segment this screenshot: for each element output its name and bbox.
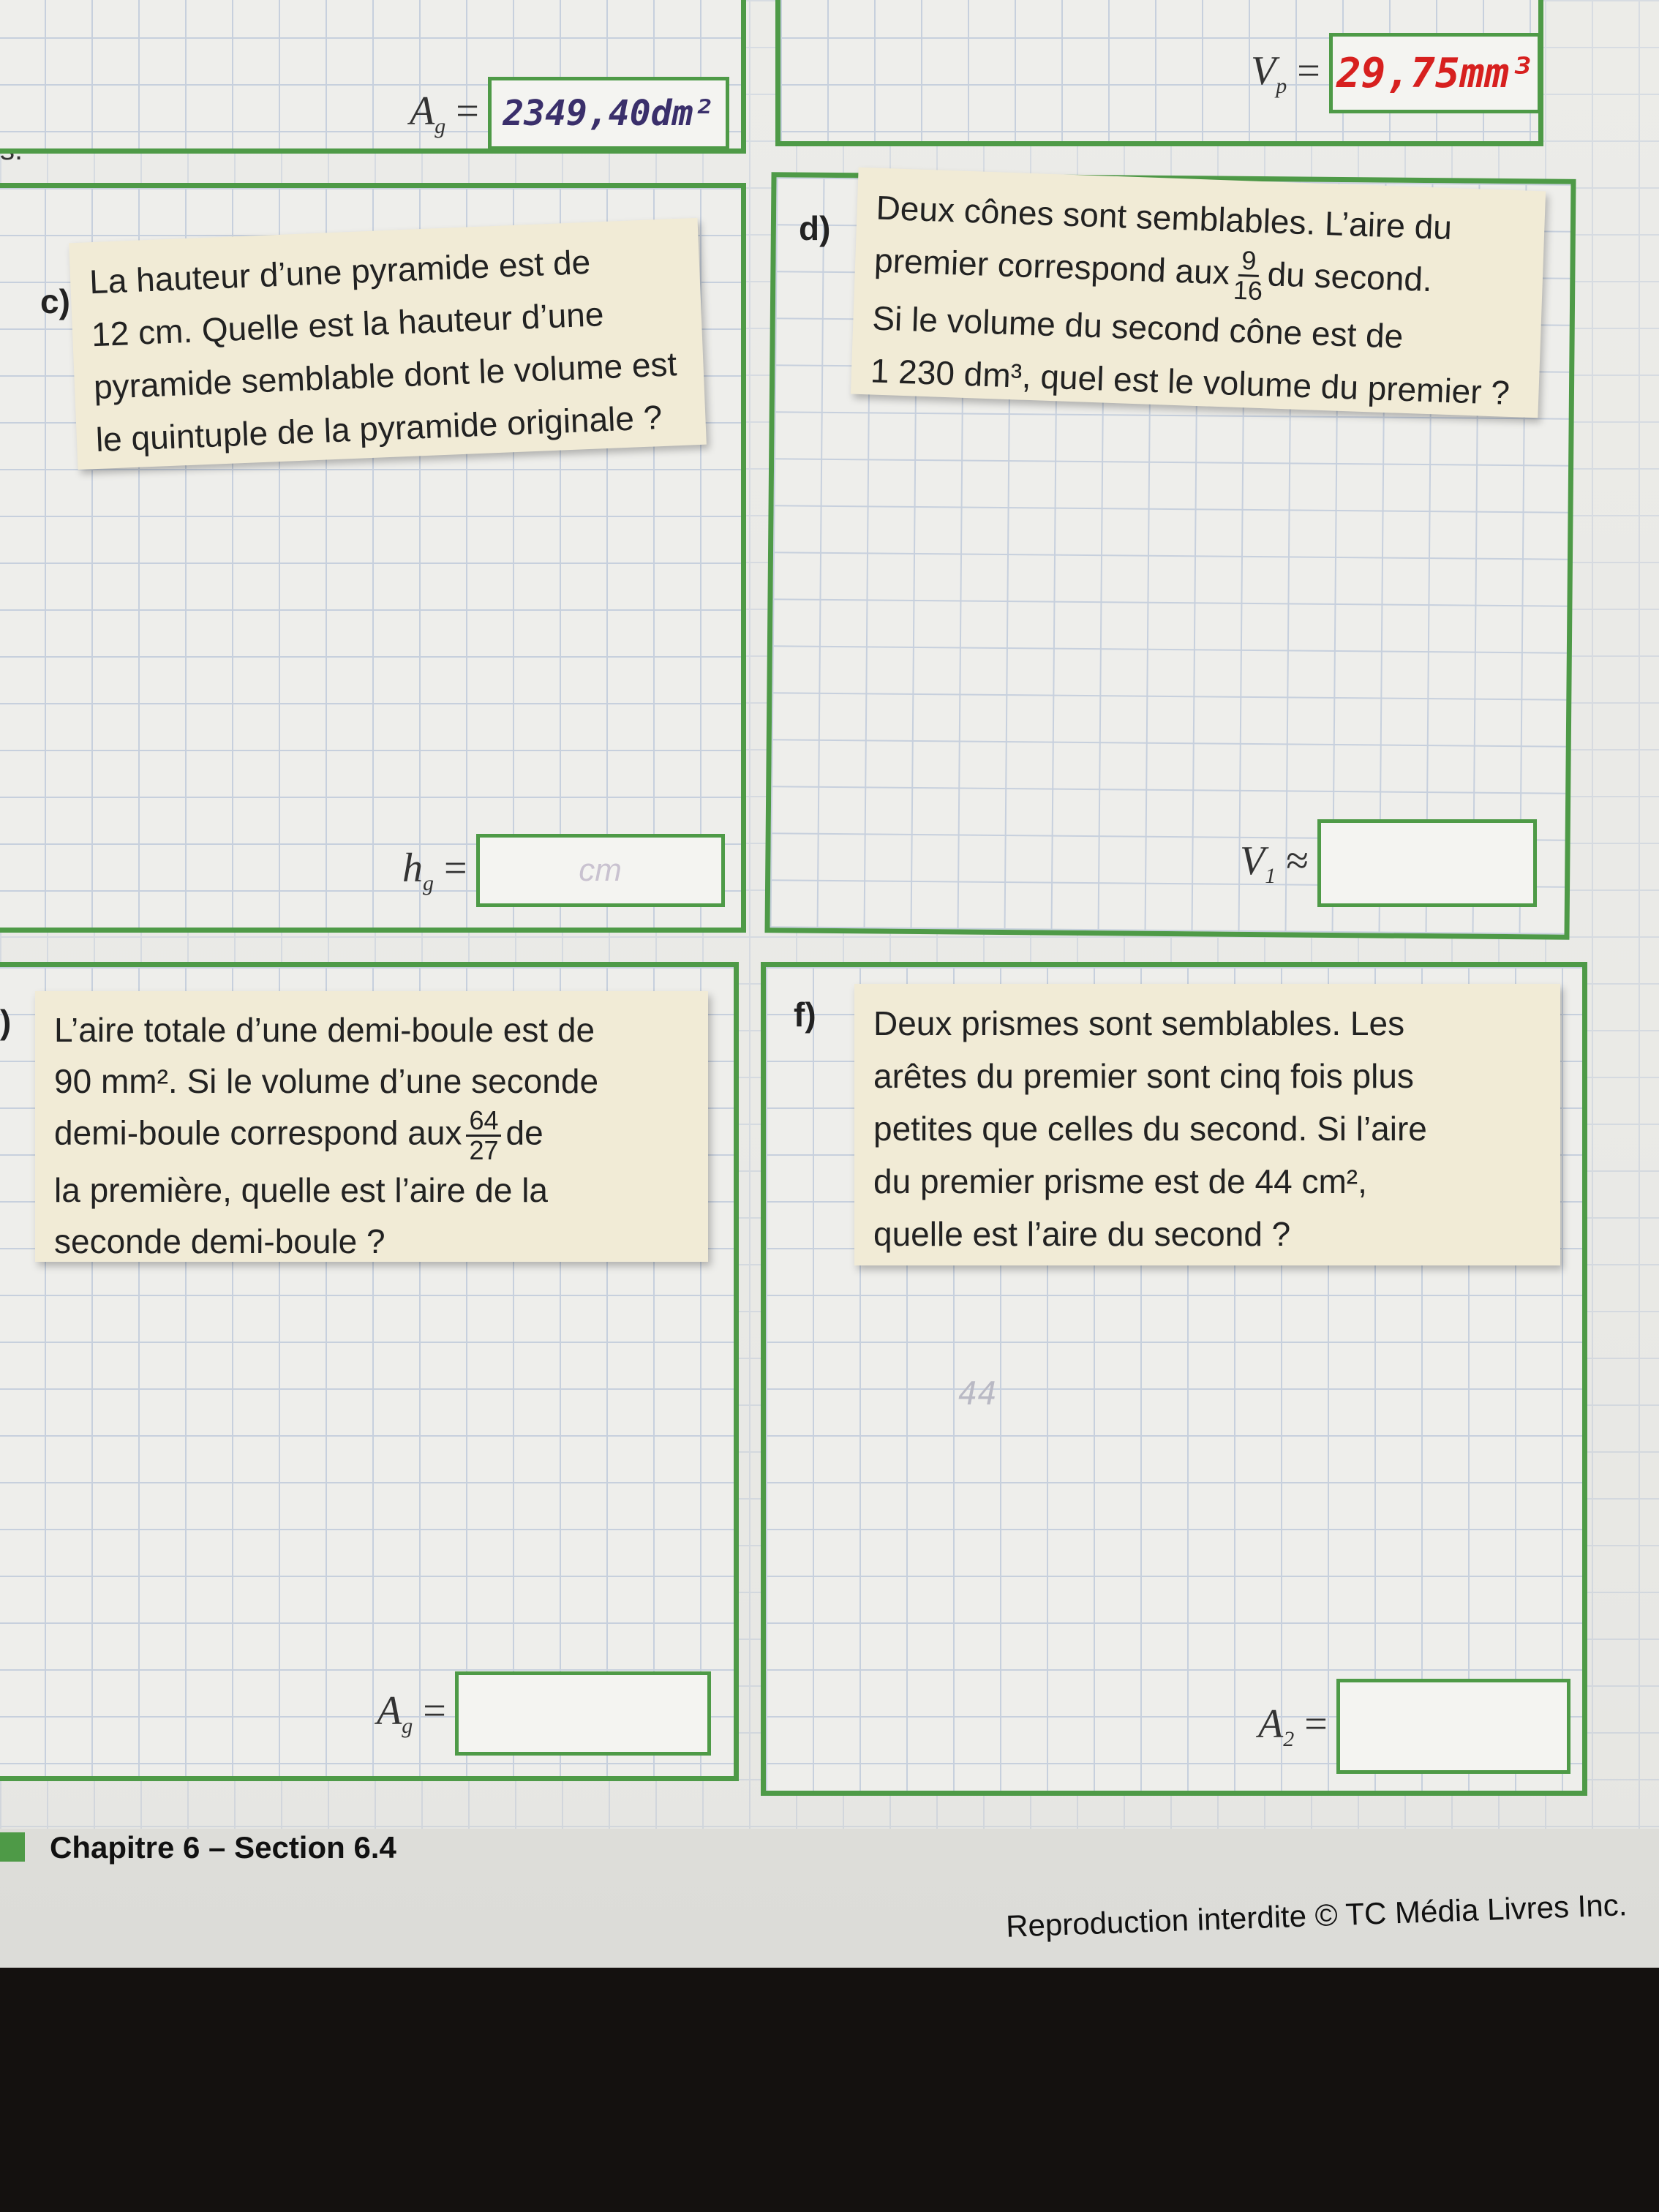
answer-label: $A_g$ = [377, 1688, 446, 1739]
chapter-footer: Chapitre 6 – Section 6.4 [50, 1830, 396, 1865]
question-box-d: Deux cônes sont semblables. L’aire du premier correspond aux $\frac{9}{16}$ du second. Si le volume du second cône est de 1 230 dm³, quel est le volume du premier ? [851, 168, 1546, 418]
answer-box[interactable] [476, 834, 725, 907]
answer-value: 29,75mm³ [1336, 49, 1534, 97]
answer-vp-top [1251, 33, 1541, 113]
answer-box[interactable] [1336, 1679, 1570, 1774]
answer-v1 [1240, 819, 1537, 907]
answer-ag-e [377, 1671, 711, 1756]
answer-value: 2349,40dm² [503, 93, 715, 134]
question-box-f: Deux prismes sont semblables. Les arêtes du premier sont cinq fois plus petites que celles du second. Si l’aire du premier prisme est de 44 cm², quelle est l’aire du second ? [854, 984, 1560, 1265]
answer-box[interactable] [1317, 819, 1537, 907]
pencil-note-f: 44 [958, 1375, 997, 1412]
answer-box[interactable] [455, 1671, 711, 1756]
problem-letter-d: d) [799, 209, 831, 247]
copyright-footer: Reproduction interdite © TC Média Livres Inc. [1005, 1887, 1628, 1944]
answer-unit-pencil: cm [579, 852, 622, 888]
answer-box[interactable] [488, 77, 729, 150]
chapter-marker [0, 1832, 25, 1862]
answer-ag-top [410, 77, 729, 150]
answer-a2 [1258, 1679, 1570, 1774]
question-box-e: L’aire totale d’une demi-boule est de 90 mm². Si le volume d’une seconde demi-boule correspond aux $\frac{64}{27}$ de la première, quelle est l’aire de la seconde demi-boule ? [35, 991, 708, 1262]
answer-box[interactable] [1329, 33, 1541, 113]
problem-letter-f: f) [794, 996, 816, 1034]
problem-letter-c: c) [40, 282, 70, 320]
answer-label: $A_2$ = [1258, 1701, 1328, 1752]
answer-hg [402, 834, 725, 907]
problem-letter-e: ) [0, 1003, 12, 1041]
fraction-64-27: $\frac{64}{27}$ [466, 1107, 501, 1165]
answer-label: $h_g$ = [402, 845, 467, 896]
answer-label: $A_g$ = [410, 88, 479, 139]
answer-label: $V_p$ = [1251, 48, 1320, 99]
answer-label: $V_1$ ≈ [1240, 838, 1309, 889]
question-box-c: La hauteur d’une pyramide est de 12 cm. Quelle est la hauteur d’une pyramide semblable dont le volume est le quintuple de la pyramide originale ? [69, 218, 707, 470]
fraction-9-16: $\frac{9}{16}$ [1233, 245, 1263, 306]
